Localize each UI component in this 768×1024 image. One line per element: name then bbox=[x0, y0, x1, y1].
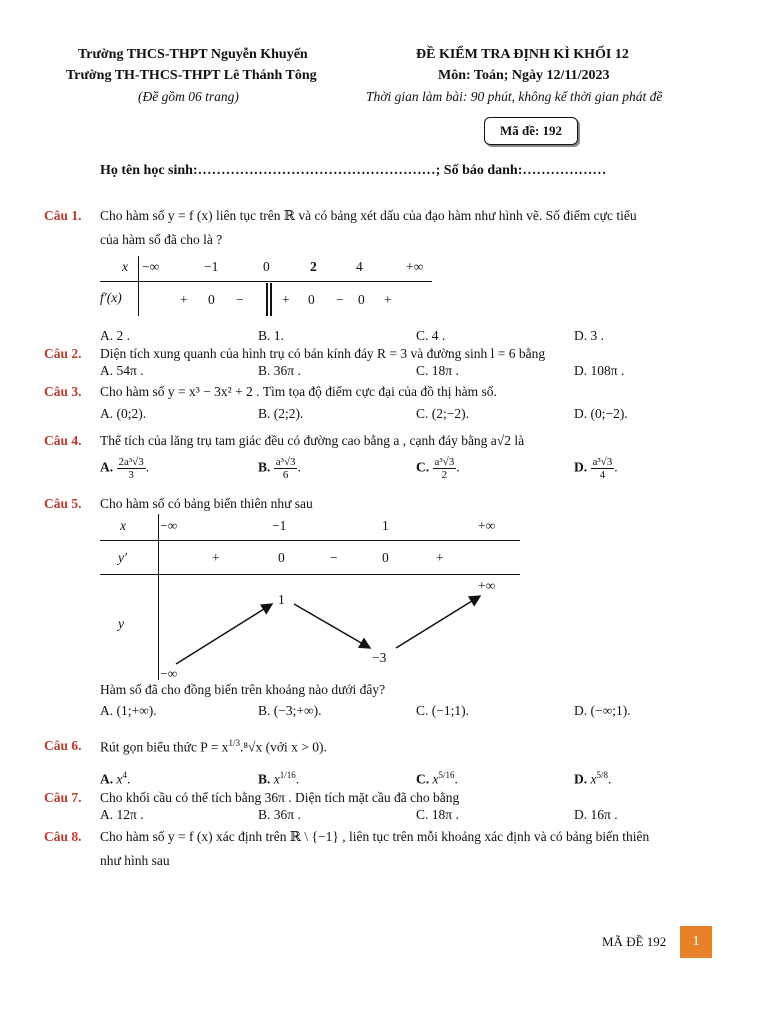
sign: 0 bbox=[382, 550, 389, 565]
fprime-label: f′(x) bbox=[100, 290, 122, 305]
answer-c: C. $x^{5/16}$. bbox=[416, 770, 458, 787]
question-label: Câu 2. bbox=[44, 346, 82, 361]
arrow-down bbox=[294, 604, 370, 648]
sign: + bbox=[282, 292, 290, 307]
y-value: +∞ bbox=[478, 578, 496, 593]
answer-d: D. 108π . bbox=[574, 363, 625, 378]
sign: + bbox=[384, 292, 392, 307]
answer-a: A. (0;2). bbox=[100, 406, 147, 421]
x-label: x bbox=[120, 518, 126, 533]
x-value: −1 bbox=[204, 259, 219, 274]
arrow-up bbox=[176, 604, 272, 664]
answer-b: B. $x^{1/16}$. bbox=[258, 770, 300, 787]
x-value: −1 bbox=[272, 518, 287, 533]
x-label: x bbox=[122, 259, 128, 274]
answer-d: D. 3 . bbox=[574, 328, 604, 343]
time-note: Thời gian làm bài: 90 phút, không kể thời gian phát đề bbox=[366, 89, 663, 104]
question-text: Cho hàm số y = f (x) xác định trên ℝ \ {−1} , liên tục trên mỗi khoảng xác định và có bảng biến thiên bbox=[100, 829, 650, 844]
question-5-prompt: Hàm số đã cho đồng biến trên khoảng nào dưới đây? bbox=[100, 682, 386, 697]
answer-c: C. $\frac{\text{a³√3}}{2}$ . bbox=[416, 456, 460, 481]
sign: 0 bbox=[358, 292, 365, 307]
pages-note: (Đề gồm 06 trang) bbox=[138, 89, 239, 104]
sign: + bbox=[180, 292, 188, 307]
answer-d: D. $\frac{\text{a³√3}}{4}$ . bbox=[574, 456, 618, 481]
answer-b: B. 36π . bbox=[258, 363, 301, 378]
x-value: 0 bbox=[263, 259, 270, 274]
question-label: Câu 8. bbox=[44, 829, 82, 844]
x-value: −∞ bbox=[142, 259, 160, 274]
question-label: Câu 5. bbox=[44, 496, 82, 511]
question-label: Câu 3. bbox=[44, 384, 82, 399]
sign-table bbox=[100, 256, 432, 316]
school-name-2: Trường TH-THCS-THPT Lê Thánh Tông bbox=[66, 68, 317, 83]
sign: 0 bbox=[278, 550, 285, 565]
question-text: Rút gọn biểu thức $P = x^{1/3}.^8√x$ (với x > 0). bbox=[100, 738, 327, 755]
answer-a: A. (1;+∞). bbox=[100, 703, 157, 718]
answer-a: A. $x^4$. bbox=[100, 770, 131, 787]
x-value: 2 bbox=[310, 259, 317, 274]
question-label: Câu 7. bbox=[44, 790, 82, 805]
variation-arrows bbox=[100, 514, 520, 680]
student-info-line: Họ tên học sinh:……………………………………………; Số báo danh:……………… bbox=[100, 163, 607, 178]
question-text-cont: như hình sau bbox=[100, 853, 170, 868]
answer-c: C. 4 . bbox=[416, 328, 446, 343]
x-value: 4 bbox=[356, 259, 363, 274]
exam-code-box: Mã đề: 192 bbox=[484, 117, 578, 145]
school-name-1: Trường THCS-THPT Nguyễn Khuyến bbox=[78, 47, 308, 62]
answer-c: C. 18π . bbox=[416, 807, 459, 822]
x-value: −∞ bbox=[160, 518, 178, 533]
answer-b: B. (2;2). bbox=[258, 406, 304, 421]
arrow-up bbox=[396, 596, 480, 648]
yprime-label: y′ bbox=[118, 550, 127, 565]
answer-c: C. (2;−2). bbox=[416, 406, 469, 421]
sign: + bbox=[436, 550, 444, 565]
footer-code: MÃ ĐỀ 192 bbox=[602, 934, 667, 949]
y-value: −∞ bbox=[160, 666, 178, 681]
question-label: Câu 6. bbox=[44, 738, 82, 753]
variation-table bbox=[100, 514, 520, 680]
answer-a: A. 12π . bbox=[100, 807, 144, 822]
answer-d: D. 16π . bbox=[574, 807, 618, 822]
x-value: 1 bbox=[382, 518, 389, 533]
answer-d: D. (0;−2). bbox=[574, 406, 628, 421]
sign: − bbox=[336, 292, 344, 307]
answer-d: D. $x^{5/8}$. bbox=[574, 770, 612, 787]
answer-a: A. $\frac{\text{2a³√3}}{3}$ . bbox=[100, 456, 150, 481]
y-value: −3 bbox=[372, 650, 387, 665]
answers-q4 bbox=[0, 456, 768, 490]
question-label: Câu 4. bbox=[44, 433, 82, 448]
question-text: Cho hàm số y = x³ − 3x² + 2 . Tìm tọa độ điểm cực đại của đồ thị hàm số. bbox=[100, 384, 497, 399]
answer-a: A. 54π . bbox=[100, 363, 144, 378]
question-text: Cho hàm số y = f (x) liên tục trên ℝ và có bảng xét dấu của đạo hàm như hình vẽ. Số điểm cực tiểu bbox=[100, 208, 637, 223]
question-label: Câu 1. bbox=[44, 208, 82, 223]
x-value: +∞ bbox=[406, 259, 424, 274]
sign: − bbox=[236, 292, 244, 307]
sign: + bbox=[212, 550, 220, 565]
question-text-cont: của hàm số đã cho là ? bbox=[100, 232, 223, 247]
sign: 0 bbox=[208, 292, 215, 307]
question-text: Diện tích xung quanh của hình trụ có bán kính đáy R = 3 và đường sinh l = 6 bằng bbox=[100, 346, 546, 361]
sign: 0 bbox=[308, 292, 315, 307]
answer-b: B. $\frac{\text{a³√3}}{6}$ . bbox=[258, 456, 301, 481]
answer-a: A. 2 . bbox=[100, 328, 130, 343]
page-number: 1 bbox=[680, 926, 712, 958]
answer-c: C. (−1;1). bbox=[416, 703, 469, 718]
x-value: +∞ bbox=[478, 518, 496, 533]
answer-b: B. (−3;+∞). bbox=[258, 703, 322, 718]
y-label: y bbox=[118, 616, 124, 631]
answer-d: D. (−∞;1). bbox=[574, 703, 631, 718]
sign: − bbox=[330, 550, 338, 565]
answer-b: B. 1. bbox=[258, 328, 284, 343]
question-text: Cho hàm số có bảng biến thiên như sau bbox=[100, 496, 313, 511]
exam-title: ĐỀ KIỂM TRA ĐỊNH KÌ KHỐI 12 bbox=[416, 47, 629, 62]
subject-date: Môn: Toán; Ngày 12/11/2023 bbox=[438, 68, 610, 83]
question-text: Cho khối cầu có thể tích bằng 36π . Diện tích mặt cầu đã cho bằng bbox=[100, 790, 460, 805]
y-value: 1 bbox=[278, 592, 285, 607]
answer-b: B. 36π . bbox=[258, 807, 301, 822]
answer-c: C. 18π . bbox=[416, 363, 459, 378]
question-text: Thể tích của lăng trụ tam giác đều có đường cao bằng a , cạnh đáy bằng a√2 là bbox=[100, 433, 525, 448]
